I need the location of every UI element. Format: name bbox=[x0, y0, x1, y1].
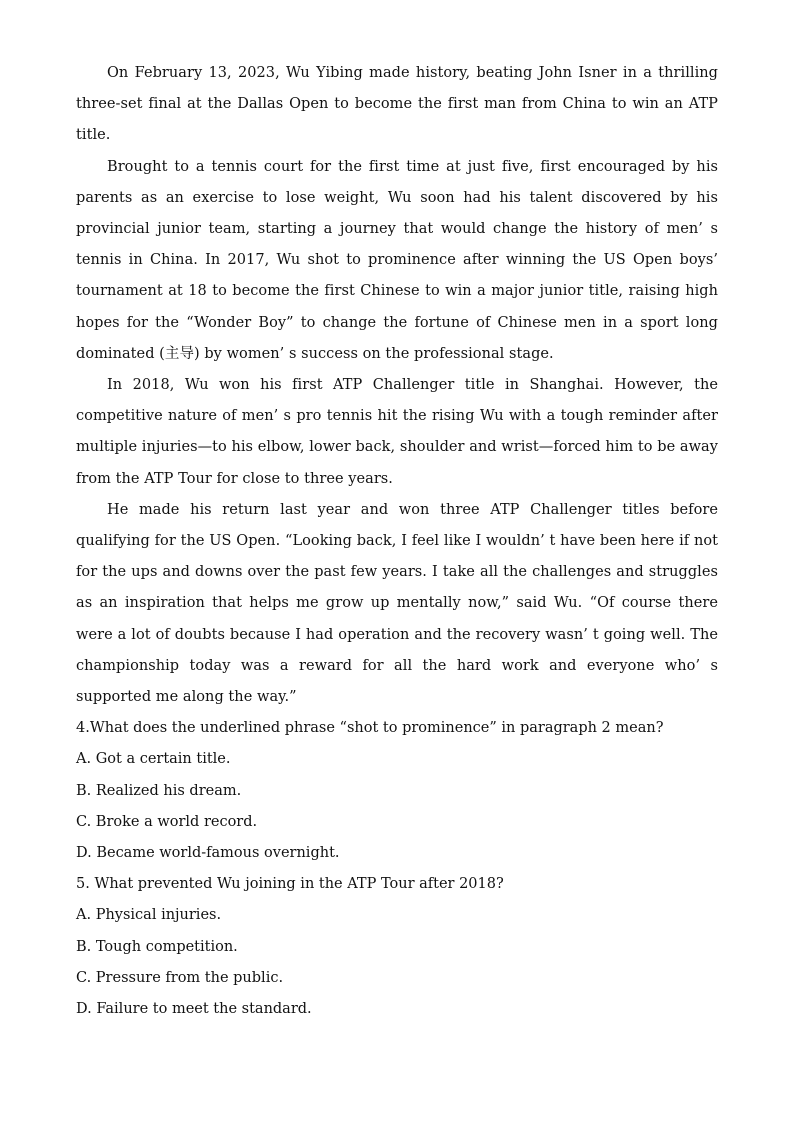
passage-paragraph-4: He made his return last year and won three ATP Challenger titles before qualifying for the US Open. “Looking back, I feel like I wouldn’ t have been here if not for the ups and downs over the past few years. I take all the challenges and struggles as an inspiration that helps me grow up mentally now,” said Wu. “Of course there were a lot of doubts because I had operation and the recovery wasn’ t going well. The championship today was a reward for all the hard work and everyone who’ s supported me along the way.” bbox=[76, 501, 718, 706]
passage-paragraph-1: On February 13, 2023, Wu Yibing made history, beating John Isner in a thrilling three-set final at the Dallas Open to become the first man from China to win an ATP title. bbox=[76, 65, 718, 144]
question-4-option-d: D. Became world-famous overnight. bbox=[76, 845, 340, 862]
passage-paragraph-2: Brought to a tennis court for the first time at just five, first encouraged by his parents as an exercise to lose weight, Wu soon had his talent discovered by his provincial junior team, starting a journey that would change the history of men’ s tennis in China. In 2017, Wu shot to prominence after winning the US Open boys’ tournament at 18 to become the first Chinese to win a major junior title, raising high hopes for the “Wonder Boy” to change the fortune of Chinese men in a sport long dominated (主导) by women’ s success on the professional stage. bbox=[76, 158, 718, 362]
question-4 bbox=[76, 713, 718, 869]
question-5-option-a: A. Physical injuries. bbox=[76, 907, 222, 924]
question-5-option-d: D. Failure to meet the standard. bbox=[76, 1001, 312, 1018]
question-4-stem: 4.What does the underlined phrase “shot to prominence” in paragraph 2 mean? bbox=[76, 720, 664, 737]
question-4-option-b: B. Realized his dream. bbox=[76, 782, 242, 799]
question-5-option-b: B. Tough competition. bbox=[76, 938, 238, 955]
question-5 bbox=[76, 869, 718, 1025]
reading-passage bbox=[76, 58, 718, 713]
passage-paragraph-3: In 2018, Wu won his first ATP Challenger title in Shanghai. However, the competitive nature of men’ s pro tennis hit the rising Wu with a tough reminder after multiple injuries—to his elbow, lower back, shoulder and wrist—forced him to be away from the ATP Tour for close to three years. bbox=[76, 377, 718, 487]
question-5-stem: 5. What prevented Wu joining in the ATP Tour after 2018? bbox=[76, 876, 504, 893]
question-4-option-c: C. Broke a world record. bbox=[76, 813, 258, 830]
question-5-option-c: C. Pressure from the public. bbox=[76, 969, 284, 986]
question-4-option-a: A. Got a certain title. bbox=[76, 751, 231, 768]
exam-page bbox=[76, 58, 718, 1025]
